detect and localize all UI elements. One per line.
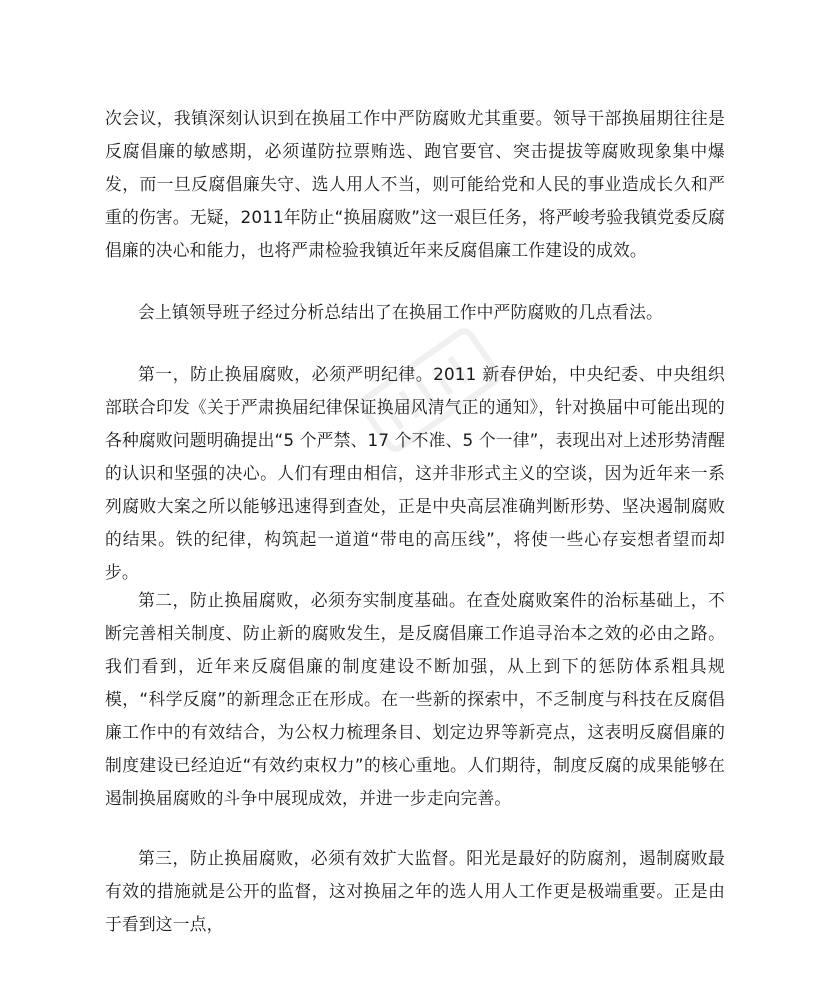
paragraph-summary-lead: 会上镇领导班子经过分析总结出了在换届工作中严防腐败的几点看法。 [138,301,663,322]
paragraph-point-two: 第二，防止换届腐败，必须夯实制度基础。在查处腐败案件的治标基础上，不断完善相关制度、防止新的腐败发生，是反腐倡廉工作追寻治本之效的必由之路。我们看到，近年来反腐倡廉的制度建设不断加强，从上到下的惩防体系粗具规模，“科学反腐”的新理念正在形成。在一些新的探索中，不乏制度与科技在反腐倡廉工作中的有效结合，为公权力梳理条目、划定边界等新亮点，这表明反腐倡廉的制度建设已经迫近“有效约束权力”的核心重地。人们期待，制度反腐的成果能够在遏制换届腐败的斗争中展现成效，并进一步走向完善。 [105,589,725,808]
paragraph-point-three: 第三，防止换届腐败，必须有效扩大监督。阳光是最好的防腐剂，遏制腐败最有效的措施就是公开的监督，这对换届之年的选人用人工作更是极端重要。正是由于看到这一点， [105,847,725,934]
paragraph-intro-continuation: 次会议，我镇深刻认识到在换届工作中严防腐败尤其重要。领导干部换届期往往是反腐倡廉的敏感期，必须谨防拉票贿选、跑官要官、突击提拔等腐败现象集中爆发，而一旦反腐倡廉失守、选人用人不当，则可能给党和人民的事业造成长久和严重的伤害。无疑，2011年防止“换届腐败”这一艰巨任务，将严峻考验我镇党委反腐倡廉的决心和能力，也将严肃检验我镇近年来反腐倡廉工作建设的成效。 [105,107,725,260]
paragraph-point-one: 第一，防止换届腐败，必须严明纪律。2011 新春伊始，中央纪委、中央组织部联合印发《关于严肃换届纪律保证换届风清气正的通知》，针对换届中可能出现的各种腐败问题明确提出“5 个严禁、17 个不准、5 个一律”，表现出对上述形势清醒的认识和坚强的决心。人们有理由相信，这并非形式主义的空谈，因为近年来一系列腐败大案之所以能够迅速得到查处，正是中央高层准确判断形势、坚决遏制腐败的结果。铁的纪律，构筑起一道道“带电的高压线”，将使一些心存妄想者望而却步。 [105,363,725,582]
